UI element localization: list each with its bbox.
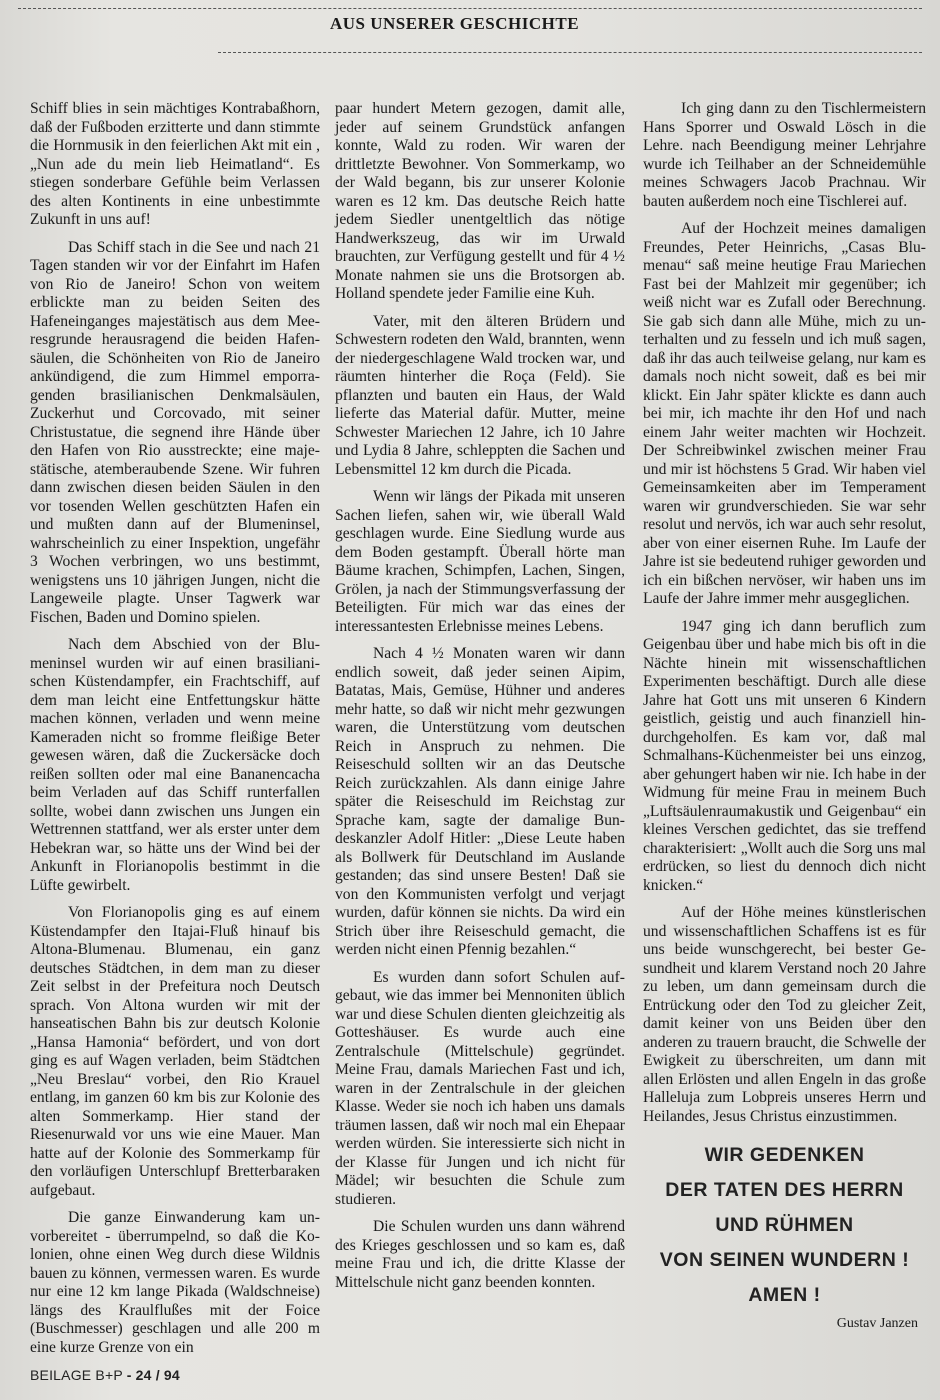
motto-line: UND RÜHMEN [715, 1214, 854, 1236]
motto-line: WIR GEDENKEN [704, 1144, 865, 1166]
paragraph: Auf der Höhe meines künstlerischen und wissenschaftlichen Schaffens ist es für uns beide wunschgerecht, bei bester Gesundheit und klarem Verstand noch 20 Jahre zu leben, um dann gemeinsam durch die Entrückung oder den Tod zu gleicher Zeit, damit keiner von uns Beiden über den anderen zu trauern braucht, die Schwelle der Ewigkeit zu überschreiten, um dann mit allen Erlösten und allen Engeln in das große Halleluja zum Lobpreis unseres Herrn und Heilandes, Jesus Christus einzustimmen. [643, 904, 926, 1125]
paragraph: Nach dem Abschied von der Blumeninsel wurden wir auf einen brasilianischen Küstendampfer, ein Frachtschiff, auf dem man leicht eine Entfettungskur hätte machen können, verladen und wenn meine Kameraden nicht so fromme fleißige Beter gewesen wären, daß die Zuckersäcke doch reißen sollten oder mal eine Bananencacha beim Verladen auf das Schiff runterfallen sollte, wobei dann zwischen uns Jungen ein Wettrennen stattfand, wer als erster unter dem Hebekran war, so hätte uns der Wind bei der Ankunft in Florianopolis bestimmt in die Lüfte gewirbelt. [30, 636, 320, 894]
paragraph: Nach 4 ½ Monaten waren wir dann endlich soweit, daß jeder seinen Aipim, Batatas, Mais, Gemüse, Hühner und anderes mehr hatte, so daß wir nicht mehr gezwungen waren, die Unterstützung vom deutschen Reich in Anspruch zu nehmen. Die Reiseschuld sollten wir an das Deutsche Reich zurückzahlen. Als dann einige Jahre später die Reiseschuld im Reichstag zur Sprache kam, sagte der damalige Bundeskanzler Adolf Hitler: „Diese Leute haben als Bollwerk für Deutschland im Auslande gestanden; das sind unsere Besten! Daß sie von den Kommunisten verfolgt und verjagt wurden, dafür können sie nichts. Da wird ein Strich über ihre Reiseschuld gemacht, die werden nicht einen Pfennig bezahlen.“ [335, 645, 625, 958]
footer-issue: - 24 / 94 [126, 1367, 180, 1383]
author-signature: Gustav Janzen [836, 1316, 918, 1331]
paragraph: Schiff blies in sein mächtiges Kontrabaßhorn, daß der Fußboden erzitterte und dann stimmte die Hornmusik in den feierlichen Akt mit ein , „Nun ade du mein lieb Heimatland“. Es stiegen sonderbare Gefühle beim Verlassen des alten Kontinents in eine unbestimmte Zukunft in uns auf! [30, 100, 320, 228]
header-dashed-rule [218, 52, 922, 53]
paragraph: Von Florianopolis ging es auf einem Küstendampfer den Itajai-Fluß hinauf bis Altona-Blumenau. Blumenau, ein ganz deutsches Städtchen, in dem man zu dieser Zeit selbst in der Prefeitura noch Deutsch sprach. Von Altona wurden wir mit der hanseatischen Bahn bis zur deutsch Kolonie „Hansa Hamonia“ befördert, und von dort ging es auf Wagen verladen, beim Städtchen „Neu Breslau“ vorbei, den Rio Krauel entlang, im ganzen 60 km bis zur Kolonie des alten Sommerkamp. Hier stand der Riesenurwald vor uns wie eine Mauer. Man hatte auf der Kolonie des Sommerkamp für den vorläufigen Unterschlupf Bretterbaraken aufgebaut. [30, 904, 320, 1199]
footer-label: BEILAGE B+P [30, 1367, 123, 1383]
closing-motto [643, 1138, 926, 1313]
text-column-2 [335, 100, 625, 1292]
section-title: AUS UNSERER GESCHICHTE [330, 14, 580, 33]
motto-line: AMEN ! [748, 1284, 821, 1306]
page-footer [30, 1367, 180, 1383]
paragraph: Wenn wir längs der Pikada mit unseren Sachen liefen, sahen wir, wie überall Wald geschlagen wurde. Eine Siedlung wurde aus dem Boden gestampft. Überall hörte man Bäume krachen, Schimpfen, Lachen, Singen, Grölen, ja nach der Stimmungsverfassung der Beteiligten. Für mich war das eines der interessantesten Erlebnisse meines Lebens. [335, 488, 625, 635]
paragraph: 1947 ging ich dann beruflich zum Geigenbau über und habe mich bis oft in die Nächte hinein mit wissenschaftlichen Experimenten beschäftigt. Durch alle diese Jahre hat Gott uns mit unseren 6 Kindern geistlich, geistig und auch finanziell hindurchgeholfen. Es kam vor, daß mal Schmalhans-Küchenmeister bei uns einzog, aber gehungert haben wir nie. Ich habe in der Widmung für meine Frau in meinem Buch „Luftsäulenraumakustik und Geigenbau“ ein kleines Verschen gedichtet, das sie treffend charakterisiert: „Wollt auch die Sorg uns mal erdrücken, so liest du dennoch dich nicht knicken.“ [643, 617, 926, 894]
text-column-3 [643, 100, 926, 1334]
paragraph: Die Schulen wurden uns dann während des Krieges geschlossen und so kam es, daß meine Frau und ich, die dritte Klasse der Mittelschule nicht ganz beenden konnten. [335, 1218, 625, 1291]
paragraph: Das Schiff stach in die See und nach 21 Tagen standen wir vor der Einfahrt im Hafen von Rio de Janeiro! Schon von weitem erblickte man zu beiden Seiten des Hafeneinganges majestätisch aus dem Meeresgrunde herausragend die beiden Hafensäulen, die Schönheiten von Rio de Janeiro ankündigend, die zum Himmel emporragenden brasilianischen Denkmalsäulen, Zuckerhut und Corcovado, mit seiner Christustatue, die segnend ihre Hände über den Hafen von Rio ausstreckte; eine majestätische, atemberaubende Szene. Wir fuhren dann zwischen diesen beiden Säulen in den vor tosenden Wellen geschützten Hafen ein und mußten dann auf der Blumeninsel, wahrscheinlich zu einer Inspektion, ungefähr 3 Wochen verbringen, wo uns bestimmt, wenigstens uns 10 jährigen Jungen, nicht die Langeweile plagte. Unser Tagwerk war Fischen, Baden und Domino spielen. [30, 238, 320, 626]
paragraph: Es wurden dann sofort Schulen aufgebaut, wie das immer bei Mennoniten üblich war und diese Schulen dienten gleichzeitig als Gotteshäuser. Es wurde auch eine Zentralschule (Mittelschule) gegründet. Meine Frau, damals Mariechen Fast und ich, waren in der Zentralschule in der gleichen Klasse. Weder sie noch ich haben uns damals träumen lassen, daß wir noch mal ein Ehepaar werden würden. Sie interessierte sich nicht in der Klasse für Jungen und ich nicht für Mädel; wir besuchten die Schule zum studieren. [335, 968, 625, 1208]
paragraph: Auf der Hochzeit meines damaligen Freundes, Peter Heinrichs, „Casas Blumenau“ saß meine heutige Frau Mariechen Fast bei der Mahlzeit mir gegenüber; ich weiß nicht war es Zufall oder Berechnung. Sie gab sich dann alle Mühe, mich zu unterhalten und zu fesseln und ich muß sagen, daß ihr das auch teilweise gelang, nur kam es damals noch nicht soweit, daß es bei mir klickt. Ein Jahr später klickte es dann auch bei mir, ich machte ihr den Hof und nach einem Jahr weiter machten wir Hochzeit. Der Schreibwinkel zwischen meiner Frau und mir ist höchstens 5 Grad. Wir haben viel Gemeinsamkeiten aber im Temperament waren wir grundverschieden. Sie war sehr resolut und nervös, ich war auch sehr resolut, aber von einer eisernen Ruhe. Im Laufe der Jahre ist sie bedeutend ruhiger geworden und ich ein bißchen nervöser, wir haben uns im Laufe der Jahre immer mehr ausgeglichen. [643, 220, 926, 607]
text-column-1 [30, 100, 320, 1357]
paragraph: Ich ging dann zu den Tischlermeistern Hans Sporrer und Oswald Lösch in die Lehre. nach Beendigung meiner Lehrjahre wurde ich Teilhaber an der Schneidemühle meines Schwagers Jacob Prachnau. Wir bauten außerdem noch eine Tischlerei auf. [643, 100, 926, 210]
paragraph: paar hundert Metern gezogen, damit alle, jeder auf seinem Grundstück anfangen konnte, Wald zu roden. Wir waren der drittletzte Bewohner. Von Sommerkamp, wo der Wald begann, bis zur unserer Kolonie waren es 12 km. Das deutsche Reich hatte jedem Siedler unentgeltlich das nötige Handwerkszeug, das wir im Urwald brauchten, zur Verfügung gestellt und für 4 ½ Monate nahmen sie uns die Brotsorgen ab. Holland spendete jeder Familie eine Kuh. [335, 100, 625, 302]
motto-line: VON SEINEN WUNDERN ! [659, 1249, 910, 1271]
paragraph: Die ganze Einwanderung kam unvorbereitet - überrumpelnd, so daß die Kolonien, ohne einen Weg durch diese Wildnis bauen zu können, vermessen waren. Es wurde nur eine 12 km lange Pikada (Waldschneise) längs des Kraulflußes mit der Foice (Buschmesser) geschlagen und alle 200 m eine kurze Grenze von ein [30, 1209, 320, 1356]
motto-line: DER TATEN DES HERRN [665, 1179, 904, 1201]
top-dashed-rule [18, 8, 922, 9]
paragraph: Vater, mit den älteren Brüdern und Schwestern rodeten den Wald, brannten, wenn der niedergeschlagene Wald trocken war, und räumten hinterher die Roça (Feld). Sie pflanzten und bauten ein Haus, der Wald lieferte das Material dafür. Mutter, meine Schwester Mariechen 12 Jahre, ich 10 Jahre und Lydia 8 Jahre, schleppten die Sachen und Lebensmittel 12 km durch die Picada. [335, 312, 625, 478]
